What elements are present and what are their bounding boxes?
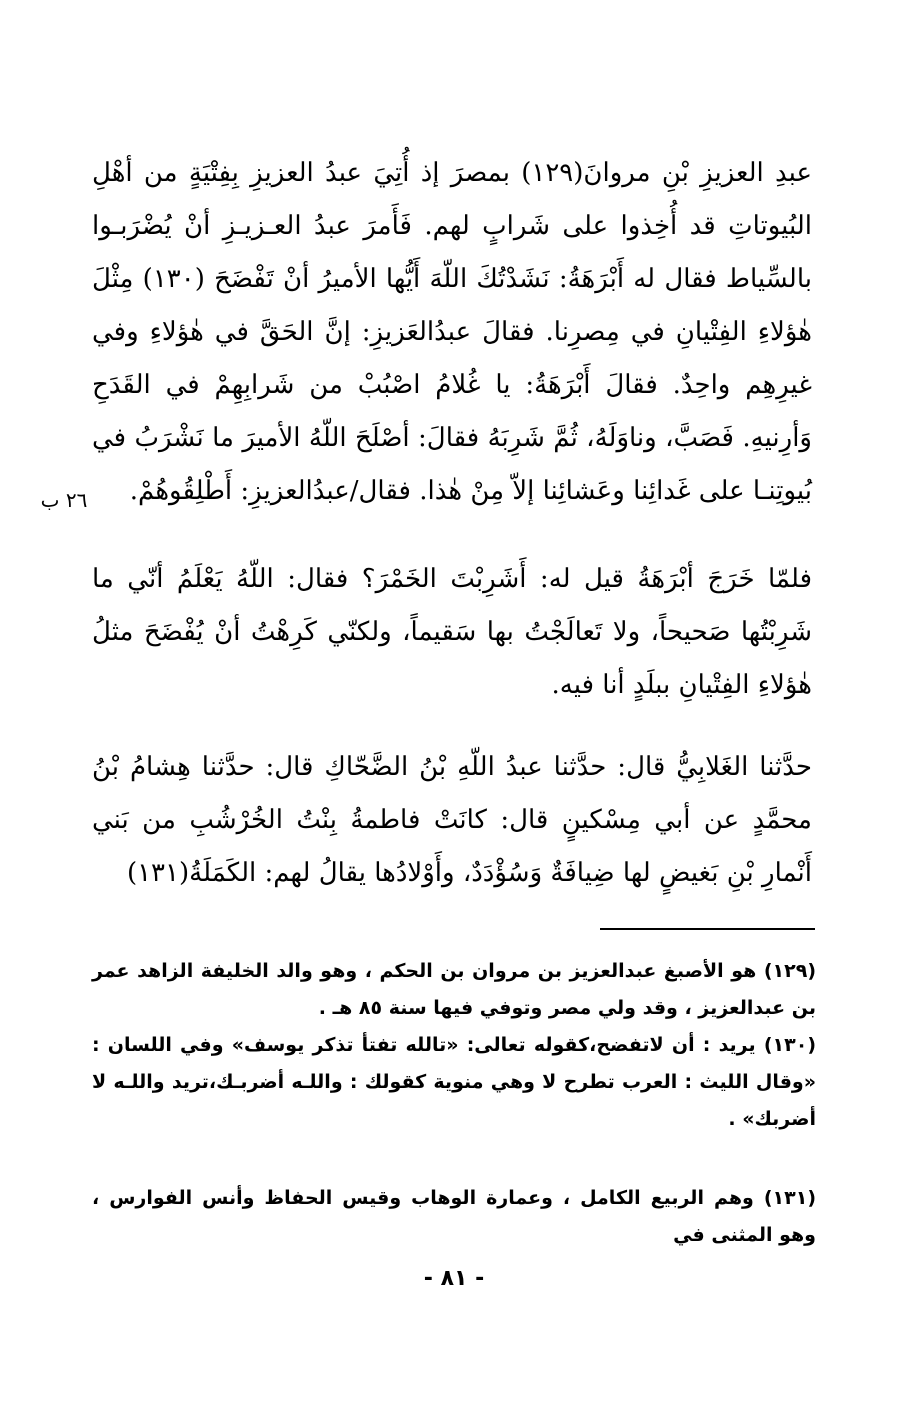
footnote-separator-rule — [600, 928, 815, 930]
paragraph-text: عبدِ العزيزِ بْنِ مروانَ(١٢٩) بمصرَ إذ أُتِيَ عبدُ العزيزِ بِفِتْيَةٍ من أهْلِ البُيوتاتِ قد أُخِذوا على شَرابٍ لهم. فَأَمرَ عبدُ العـزيـزِ أنْ يُضْرَبـوا بالسِّياط فقال له أَبْرَهَةُ: نَشَدْتُكَ اللّهَ أَيُّها الأميرُ أنْ تَفْضَحَ (١٣٠) مِثْلَ هٰؤلاءِ الفِتْيانِ في مِصرِنا. فقالَ عبدُالعَزيزِ: إنَّ الحَقَّ في هٰؤلاءِ وفي غيرِهِم واحِدٌ. فقالَ أَبْرَهَةُ: يا غُلامُ اصْبُبْ من شَرابِهِمْ في القَدَحِ وَأرِنيهِ. فَصَبَّ، وناوَلَهُ، ثُمَّ شَرِبَهُ فقالَ: أصْلَحَ اللّهُ الأميرَ ما نَشْرَبُ في بُيوتِنـا على غَدائِنا وعَشائِنا إلاّ مِنْ هٰذا. فقال/عبدُالعزيزِ: أَطْلِقُوهُمْ. — [92, 158, 813, 506]
main-text-paragraph-1 — [92, 147, 812, 518]
page-number: - ٨١ - — [423, 1266, 485, 1291]
footnote-129: (١٢٩) هو الأصبغ عبدالعزيز بن مروان بن الحكم ، وهو والد الخليفة الزاهد عمر بن عبدالعزيز ، وقد ولي مصر وتوفي فيها سنة ٨٥ هـ . — [92, 960, 816, 1019]
main-text-paragraph-2 — [92, 553, 812, 712]
footnotes-block — [92, 953, 816, 1138]
main-text-paragraph-3 — [92, 741, 812, 900]
footnote-131: (١٣١) وهم الربيع الكامل ، وعمارة الوهاب وقيس الحفاظ وأنس الفوارس ، وهو المثنى في — [92, 1187, 816, 1246]
paragraph-text: حدَّثنا الغَلابِيُّ قال: حدَّثنا عبدُ اللّهِ بْنُ الضَّحّاكِ قال: حدَّثنا هِشامُ بْنُ محمَّدٍ عن أبي مِسْكينٍ قال: كانَتْ فاطمةُ بِنْتُ الخُرْشُبِ من بَني أَنْمارِ بْنِ بَغيضٍ لها ضِيافَةٌ وَسُؤْدَدٌ، وأَوْلادُها يقالُ لهم: الكَمَلَةُ(١٣١) — [92, 752, 812, 888]
footnote-131-block — [92, 1180, 816, 1254]
margin-folio-note: ٢٦ ب — [40, 488, 88, 512]
footnote-130: (١٣٠) يريد : أن لاتفضح،كقوله تعالى: «تالله تفتأ تذكر يوسف» وفي اللسان : «وقال الليث : العرب تطرح لا وهي منوية كقولك : واللـه أضربـك،تريد واللـه لا أضربك» . — [92, 1034, 816, 1130]
paragraph-text: فلمّا خَرَجَ أبْرَهَةُ قيل له: أَشَرِبْتَ الخَمْرَ؟ فقال: اللّهُ يَعْلَمُ أنّي ما شَرِبْتُها صَحيحاً، ولا تَعالَجْتُ بها سَقيماً، ولكنّي كَرِهْتُ أنْ يُفْضَحَ مثلُ هٰؤلاءِ الفِتْيانِ ببلَدٍ أنا فيه. — [92, 564, 812, 700]
